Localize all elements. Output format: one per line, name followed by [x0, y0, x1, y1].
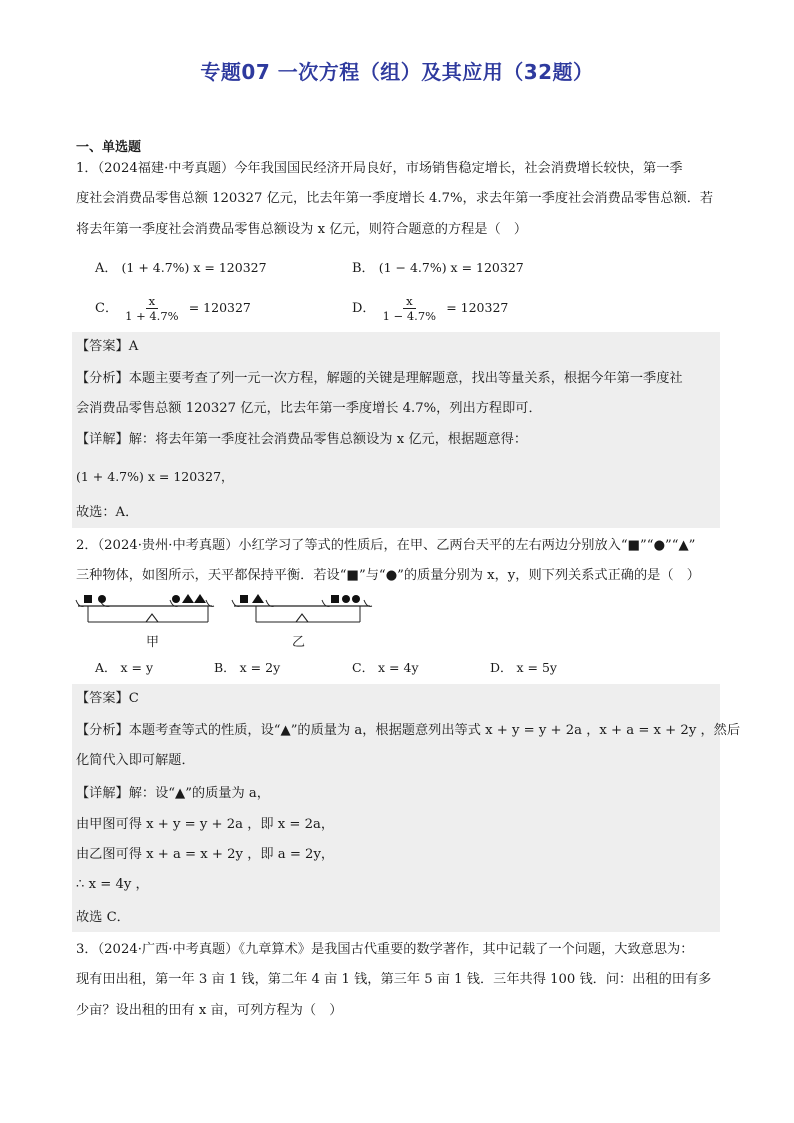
- triangle-icon: [252, 594, 264, 603]
- option-rhs: = 120327: [188, 300, 251, 315]
- q2-option-d: D． x = 5y: [490, 660, 557, 675]
- q1-analysis-line-1: 【分析】本题主要考查了列一元一次方程，解题的关键是理解题意，找出等量关系，根据今年第一季度社: [76, 371, 683, 386]
- fraction-denominator: 1 − 4.7%: [382, 309, 437, 323]
- fraction-denominator: 1 + 4.7%: [125, 309, 179, 323]
- q2-detail-line-4: ∴ x = 4y ，: [76, 877, 149, 892]
- circle-icon: [342, 595, 350, 603]
- circle-icon: [172, 595, 180, 603]
- fraction: [122, 294, 181, 323]
- option-label: A．: [95, 261, 118, 276]
- q2-analysis-line-1: 【分析】本题考查等式的性质，设“▲”的质量为 a，根据题意列出等式 x + y = y + 2a ，x + a = x + 2y ，然后: [76, 723, 741, 738]
- q2-conclusion: 故选 C．: [76, 910, 130, 925]
- q1-detail-line-2: (1 + 4.7%) x = 120327，: [76, 469, 234, 484]
- square-icon: [331, 595, 339, 603]
- circle-icon: [98, 595, 106, 603]
- q1-stem-line-1: 1．（2024福建·中考真题）今年我国国民经济开局良好，市场销售稳定增长，社会消费增长较快，第一季: [76, 161, 683, 176]
- q1-option-d: [352, 294, 508, 323]
- triangle-icon: [194, 594, 206, 603]
- balance-scale-yi: [232, 594, 372, 650]
- fraction: [380, 294, 439, 323]
- q2-option-c: C． x = 4y: [352, 660, 419, 675]
- option-label: C．: [95, 301, 118, 316]
- scale-label-jia: 甲: [146, 635, 160, 650]
- square-icon: [240, 595, 248, 603]
- option-text: (1 − 4.7%) x = 120327: [378, 260, 524, 275]
- q2-detail-line-3: 由乙图可得 x + a = x + 2y ，即 a = 2y，: [76, 847, 335, 862]
- q3-stem-line-1: 3．（2024·广西·中考真题）《九章算术》是我国古代重要的数学著作，其中记载了一个问题，大致意思为：: [76, 942, 694, 957]
- q1-option-c: [95, 294, 251, 323]
- balance-scale-jia: [76, 594, 214, 650]
- q2-answer: 【答案】C: [76, 691, 139, 706]
- page-title: 专题07 一次方程（组）及其应用（32题）: [200, 60, 594, 84]
- section-heading: 一、单选题: [76, 140, 142, 155]
- option-text: (1 + 4.7%) x = 120327: [121, 260, 267, 275]
- q2-detail-line-2: 由甲图可得 x + y = y + 2a ，即 x = 2a，: [76, 817, 335, 832]
- q2-stem-line-2: 三种物体，如图所示，天平都保持平衡．若设“■”与“●”的质量分别为 x，y，则下列关系式正确的是（ ）: [76, 568, 700, 583]
- fraction-numerator: x: [146, 294, 159, 309]
- option-label: B．: [352, 261, 375, 276]
- scale-label-yi: 乙: [292, 635, 306, 650]
- q1-conclusion: 故选：A．: [76, 505, 139, 520]
- q2-option-a: A． x = y: [95, 660, 154, 675]
- q2-stem-line-1: 2．（2024·贵州·中考真题）小红学习了等式的性质后，在甲、乙两台天平的左右两边分别放入“■”“●”“▲”: [76, 538, 696, 553]
- q1-solution-box: [72, 332, 720, 528]
- option-label: D．: [352, 301, 376, 316]
- fraction-numerator: x: [403, 294, 416, 309]
- q1-analysis-line-2: 会消费品零售总额 120327 亿元，比去年第一季度增长 4.7%，列出方程即可．: [76, 401, 542, 416]
- q3-stem-line-3: 少亩？设出租的田有 x 亩，可列方程为（ ）: [76, 1003, 343, 1018]
- q1-option-b: [352, 259, 524, 278]
- square-icon: [84, 595, 92, 603]
- circle-icon: [352, 595, 360, 603]
- q1-answer: 【答案】A: [76, 339, 139, 354]
- q1-stem-line-2: 度社会消费品零售总额 120327 亿元，比去年第一季度增长 4.7%，求去年第一季度社会消费品零售总额．若: [76, 191, 714, 206]
- q1-option-a: [95, 259, 267, 278]
- q1-stem-line-3: 将去年第一季度社会消费品零售总额设为 x 亿元，则符合题意的方程是（ ）: [76, 222, 528, 237]
- q2-detail-line-1: 【详解】解：设“▲”的质量为 a，: [76, 786, 270, 801]
- q2-option-b: B． x = 2y: [214, 660, 281, 675]
- q1-detail-line-1: 【详解】解：将去年第一季度社会消费品零售总额设为 x 亿元，根据题意得：: [76, 432, 528, 447]
- q2-analysis-line-2: 化简代入即可解题．: [76, 753, 195, 768]
- balance-figure: [70, 588, 490, 658]
- q3-stem-line-2: 现有田出租，第一年 3 亩 1 钱，第二年 4 亩 1 钱，第三年 5 亩 1 钱．三年共得 100 钱．问：出租的田有多: [76, 972, 712, 987]
- option-rhs: = 120327: [446, 300, 509, 315]
- triangle-icon: [182, 594, 194, 603]
